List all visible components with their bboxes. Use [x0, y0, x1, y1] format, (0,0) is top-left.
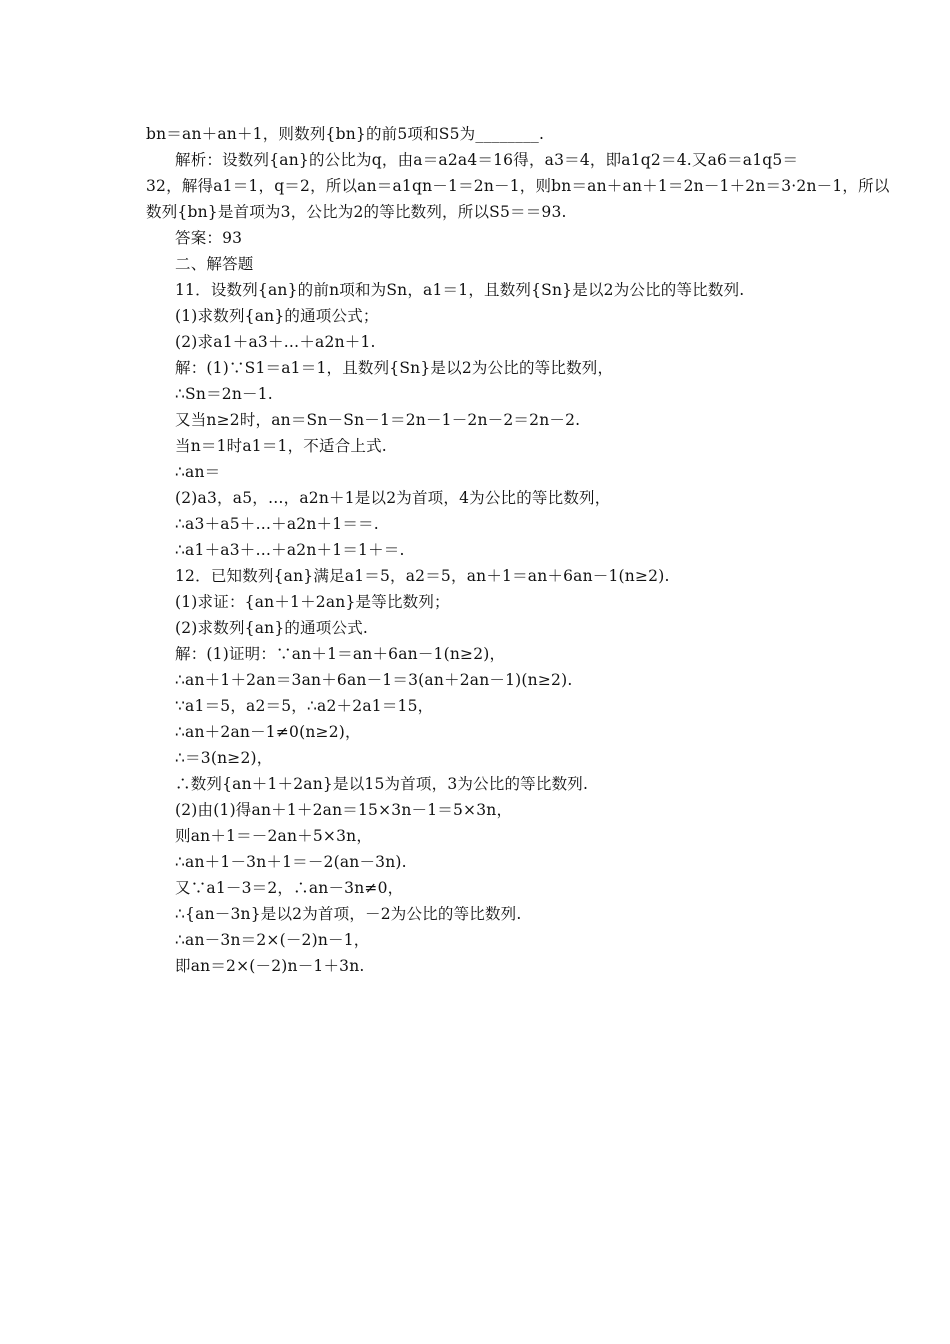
text-line: ∴an＝	[175, 463, 221, 481]
text-line: (1)求数列{an}的通项公式；	[175, 307, 379, 325]
text-line: ∴Sn＝2n－1.	[175, 385, 273, 403]
text-line: ∴a1＋a3＋…＋a2n＋1＝1＋＝.	[175, 541, 405, 559]
text-line: 则an＋1＝－2an＋5×3n，	[175, 827, 373, 845]
section-heading: 二、解答题	[175, 255, 254, 273]
text-line: (2)求数列{an}的通项公式.	[175, 619, 369, 637]
text-line: 当n＝1时a1＝1，不适合上式.	[175, 437, 387, 455]
text-line: ∵a1＝5，a2＝5，∴a2＋2a1＝15，	[175, 697, 434, 715]
text-line: (2)求a1＋a3＋…＋a2n＋1.	[175, 333, 376, 351]
text-line: ∴{an－3n}是以2为首项，－2为公比的等比数列.	[175, 905, 522, 923]
text-line: 即an＝2×(－2)n－1＋3n.	[175, 957, 365, 975]
text-line: ∴数列{an＋1＋2an}是以15为首项，3为公比的等比数列.	[175, 775, 589, 793]
text-line: 答案：93	[175, 229, 243, 247]
text-line: 32，解得a1＝1，q＝2，所以an＝a1qn－1＝2n－1，则bn＝an＋an＋1＝2n－1＋2n＝3·2n－1，所以	[146, 177, 890, 195]
text-line: ∴an＋1－3n＋1＝－2(an－3n).	[175, 853, 407, 871]
text-line: ∴an－3n＝2×(－2)n－1，	[175, 931, 370, 949]
text-line: bn＝an＋an＋1，则数列{bn}的前5项和S5为________.	[146, 125, 545, 143]
text-line: ∴an＋1＋2an＝3an＋6an－1＝3(an＋2an－1)(n≥2).	[175, 671, 573, 689]
problem-12: 12．已知数列{an}满足a1＝5，a2＝5，an＋1＝an＋6an－1(n≥2).	[175, 567, 670, 585]
text-line: (2)由(1)得an＋1＋2an＝15×3n－1＝5×3n，	[175, 801, 513, 819]
text-line: 解析：设数列{an}的公比为q，由a＝a2a4＝16得，a3＝4，即a1q2＝4.又a6＝a1q5＝	[175, 151, 799, 169]
text-line: 解：(1)证明：∵an＋1＝an＋6an－1(n≥2)，	[175, 645, 506, 663]
text-line: ∴＝3(n≥2)，	[175, 749, 273, 767]
text-line: ∴a3＋a5＋…＋a2n＋1＝＝.	[175, 515, 379, 533]
text-line: 又∵a1－3＝2，∴an－3n≠0，	[175, 879, 404, 897]
text-line: (2)a3，a5，…，a2n＋1是以2为首项，4为公比的等比数列，	[175, 489, 611, 507]
text-line: 解：(1)∵S1＝a1＝1，且数列{Sn}是以2为公比的等比数列，	[175, 359, 614, 377]
problem-11: 11．设数列{an}的前n项和为Sn，a1＝1，且数列{Sn}是以2为公比的等比数列.	[175, 281, 745, 299]
text-line: ∴an＋2an－1≠0(n≥2)，	[175, 723, 361, 741]
text-line: 又当n≥2时，an＝Sn－Sn－1＝2n－1－2n－2＝2n－2.	[175, 411, 581, 429]
text-line: 数列{bn}是首项为3，公比为2的等比数列，所以S5＝＝93.	[146, 203, 567, 221]
text-line: (1)求证：{an＋1＋2an}是等比数列；	[175, 593, 450, 611]
